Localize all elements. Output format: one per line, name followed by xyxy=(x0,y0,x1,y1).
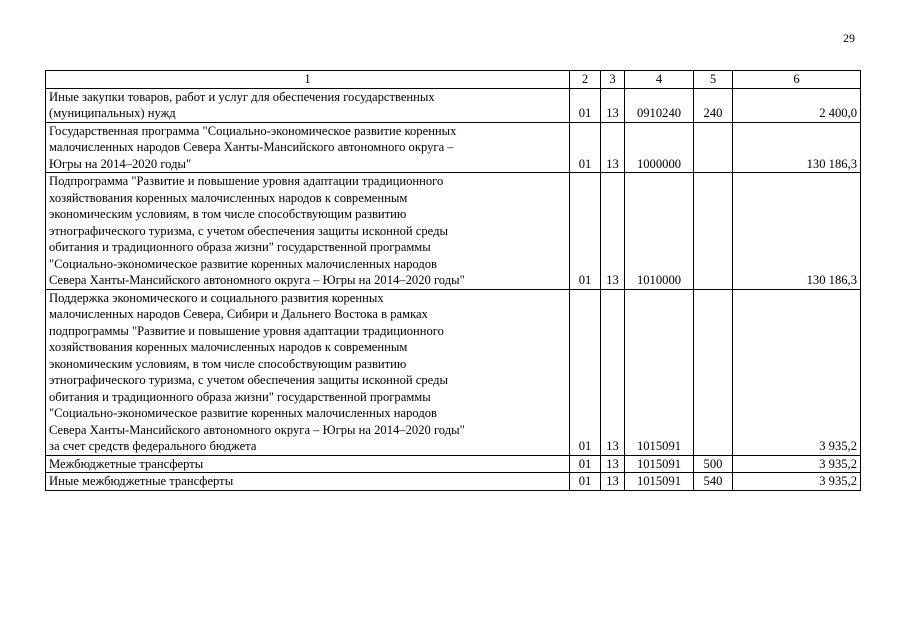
amount: 130 186,3 xyxy=(733,122,861,173)
item-name-line: этнографического туризма, с учетом обеспечения защиты исконной среды xyxy=(49,223,448,238)
section-code: 01 xyxy=(570,173,601,290)
table-row xyxy=(46,122,861,173)
item-name-line: Севера Ханты-Мансийского автономного округа – Югры на 2014–2020 годы" xyxy=(49,422,465,437)
item-name-line: Подпрограмма "Развитие и повышение уровня адаптации традиционного xyxy=(49,174,444,188)
item-name-line: малочисленных народов Севера, Сибири и Дальнего Востока в рамках xyxy=(49,307,428,321)
item-name-line: за счет средств федерального бюджета xyxy=(49,439,257,453)
amount: 2 400,0 xyxy=(733,88,861,122)
expense-type-code xyxy=(694,173,733,290)
item-name-line: Государственная программа "Социально-экономическое развитие коренных xyxy=(49,123,457,138)
header-cell: 3 xyxy=(601,71,625,89)
table-row xyxy=(46,473,861,491)
item-name xyxy=(46,122,570,173)
item-name xyxy=(46,173,570,290)
subsection-code: 13 xyxy=(601,122,625,173)
subsection-code: 13 xyxy=(601,289,625,455)
item-name-line: хозяйствования коренных малочисленных народов к современным xyxy=(49,340,408,354)
expense-type-code: 240 xyxy=(694,88,733,122)
item-name-line: обитания и традиционного образа жизни" государственной программы xyxy=(49,240,431,254)
page-number: 29 xyxy=(843,31,855,45)
expense-type-code: 500 xyxy=(694,455,733,473)
item-name-line: малочисленных народов Севера Ханты-Мансийского автономного округа – xyxy=(49,140,454,154)
target-article-code: 1015091 xyxy=(625,455,694,473)
item-name-line: подпрограммы "Развитие и повышение уровня адаптации традиционного xyxy=(49,323,444,338)
target-article-code: 1000000 xyxy=(625,122,694,173)
target-article-code: 0910240 xyxy=(625,88,694,122)
item-name-line: Югры на 2014–2020 годы" xyxy=(49,156,192,171)
item-name-line: "Социально-экономическое развитие коренных малочисленных народов xyxy=(49,406,438,420)
table-row xyxy=(46,88,861,122)
section-code: 01 xyxy=(570,289,601,455)
item-name-line: "Социально-экономическое развитие коренных малочисленных народов xyxy=(49,256,438,271)
item-name-line: Иные закупки товаров, работ и услуг для обеспечения государственных xyxy=(49,89,435,104)
expense-type-code xyxy=(694,289,733,455)
section-code: 01 xyxy=(570,455,601,473)
subsection-code: 13 xyxy=(601,473,625,491)
table-row xyxy=(46,173,861,290)
target-article-code: 1015091 xyxy=(625,473,694,491)
item-name-line: Поддержка экономического и социального развития коренных xyxy=(49,290,384,305)
item-name-line: Севера Ханты-Мансийского автономного округа – Югры на 2014–2020 годы" xyxy=(49,273,465,287)
item-name-line: хозяйствования коренных малочисленных народов к современным xyxy=(49,190,408,205)
amount: 130 186,3 xyxy=(733,173,861,290)
item-name-line: этнографического туризма, с учетом обеспечения защиты исконной среды xyxy=(49,373,448,387)
header-cell: 5 xyxy=(694,71,733,89)
subsection-code: 13 xyxy=(601,455,625,473)
amount: 3 935,2 xyxy=(733,289,861,455)
section-code: 01 xyxy=(570,122,601,173)
item-name-line: обитания и традиционного образа жизни" государственной программы xyxy=(49,389,431,404)
item-name-line: (муниципальных) нужд xyxy=(49,106,176,120)
table-row xyxy=(46,289,861,455)
header-cell: 4 xyxy=(625,71,694,89)
header-cell: 1 xyxy=(46,71,570,89)
target-article-code: 1015091 xyxy=(625,289,694,455)
item-name-line: Иные межбюджетные трансферты xyxy=(49,474,234,488)
item-name-line: экономическим условиям, в том числе способствующим развитию xyxy=(49,207,407,221)
header-cell: 6 xyxy=(733,71,861,89)
section-code: 01 xyxy=(570,473,601,491)
subsection-code: 13 xyxy=(601,173,625,290)
table-header-row xyxy=(46,71,861,89)
item-name xyxy=(46,289,570,455)
expense-type-code: 540 xyxy=(694,473,733,491)
subsection-code: 13 xyxy=(601,88,625,122)
amount: 3 935,2 xyxy=(733,473,861,491)
item-name-line: Межбюджетные трансферты xyxy=(49,456,204,471)
item-name xyxy=(46,88,570,122)
expense-type-code xyxy=(694,122,733,173)
item-name-line: экономическим условиям, в том числе способствующим развитию xyxy=(49,356,407,371)
budget-table xyxy=(45,70,861,491)
amount: 3 935,2 xyxy=(733,455,861,473)
section-code: 01 xyxy=(570,88,601,122)
table-row xyxy=(46,455,861,473)
item-name xyxy=(46,455,570,473)
target-article-code: 1010000 xyxy=(625,173,694,290)
item-name xyxy=(46,473,570,491)
header-cell: 2 xyxy=(570,71,601,89)
